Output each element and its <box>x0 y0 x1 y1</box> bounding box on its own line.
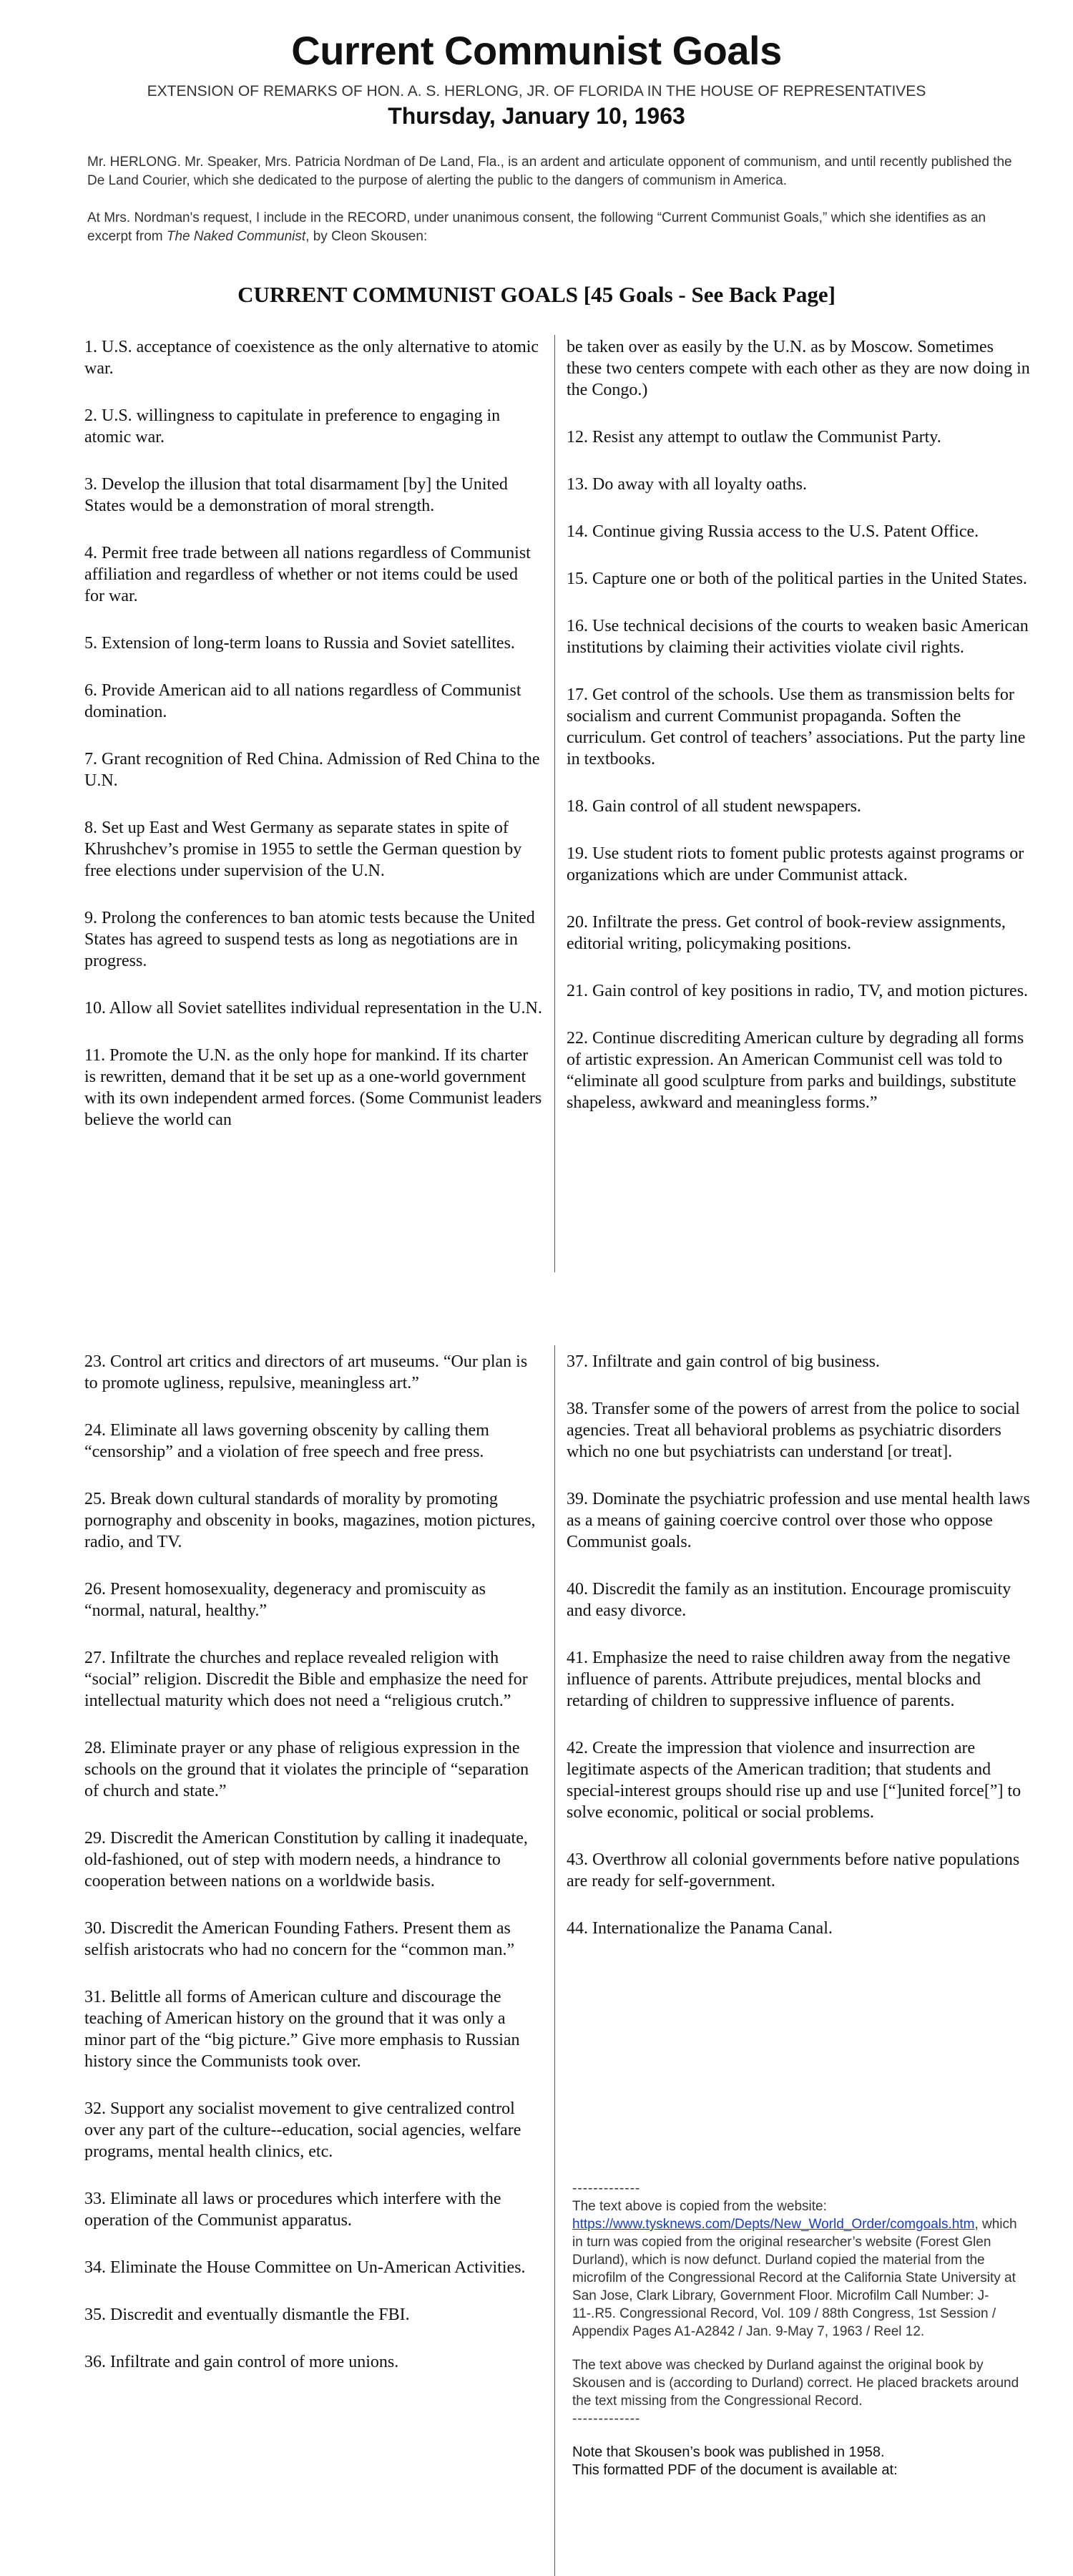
goal-item: 31. Belittle all forms of American culture and discourage the teaching of American history on the ground that it was only a minor part of the “big picture.” Give more emphasis to Russian history since the Communists took over. <box>84 1988 520 2071</box>
goal-item: 30. Discredit the American Founding Fathers. Present them as selfish aristocrats who had no concern for the “common man.” <box>84 1919 515 1959</box>
goals-heading: CURRENT COMMUNIST GOALS [45 Goals - See Back Page] <box>237 282 836 307</box>
goal-item: 43. Overthrow all colonial governments before native populations are ready for self-government. <box>567 1850 1020 1890</box>
goal-item: 4. Permit free trade between all nations regardless of Communist affiliation and regardless of whether or not items could be used for war. <box>84 544 531 605</box>
goal-item: 19. Use student riots to foment public protests against programs or organizations which are under Communist attack. <box>567 844 1024 884</box>
goal-item: 8. Set up East and West Germany as separate states in spite of Khrushchev’s promise in 1955 to settle the German question by free elections under supervision of the U.N. <box>84 819 522 880</box>
goal-item: 23. Control art critics and directors of art museums. “Our plan is to promote ugliness, repulsive, meaningless art.” <box>84 1352 528 1392</box>
page-title: Current Communist Goals <box>291 28 782 73</box>
intro-text-before: At Mrs. Nordman's request, I include in the RECORD, under unanimous consent, the following “Current Communist Goals,” which she identifies as an excerpt from <box>87 210 986 244</box>
goal-item: 33. Eliminate all laws or procedures which interfere with the operation of the Communist apparatus. <box>84 2190 501 2230</box>
source-paragraph <box>572 2197 1030 2341</box>
separator-rule: ------------- <box>572 2181 641 2196</box>
goal-item: 37. Infiltrate and gain control of big business. <box>567 1352 880 1371</box>
checked-text: The text above was checked by Durland against the original book by Skousen and is (according to Durland) correct. He placed brackets around the text missing from the Congressional Record. <box>572 2358 1019 2409</box>
page-subtitle: EXTENSION OF REMARKS OF HON. A. S. HERLONG, JR. OF FLORIDA IN THE HOUSE OF REPRESENTATIVES <box>147 83 926 99</box>
intro-paragraph-2 <box>87 209 1017 246</box>
goal-item: 18. Gain control of all student newspapers. <box>567 797 861 816</box>
pdf-note: This formatted PDF of the document is available at: <box>572 2462 898 2478</box>
goal-item: 1. U.S. acceptance of coexistence as the only alternative to atomic war. <box>84 338 539 378</box>
checked-paragraph <box>572 2356 1030 2428</box>
goal-item: 28. Eliminate prayer or any phase of religious expression in the schools on the ground that it violates the principle of “separation of church and state.” <box>84 1739 529 1800</box>
goal-item: 39. Dominate the psychiatric profession and use mental health laws as a means of gaining coercive control over those who oppose Communist goals. <box>567 1490 1030 1551</box>
source-text-after: , which in turn was copied from the original researcher’s website (Forest Glen Durland), which is now defunct. Durland copied the material from the microfilm of the Congressional Record at the California State University at San Jose, Clark Library, Government Floor. Microfilm Call Number: J-11-.R5. Congressional Record, Vol. 109 / 88th Congress, 1st Session / Appendix Pages A1-A2842 / Jan. 9-May 7, 1963 / Reel 12. <box>572 2217 1017 2339</box>
goal-item: 9. Prolong the conferences to ban atomic tests because the United States has agreed to suspend tests as long as negotiations are in progress. <box>84 909 535 970</box>
intro-paragraph-1: Mr. HERLONG. Mr. Speaker, Mrs. Patricia Nordman of De Land, Fla., is an ardent and articulate opponent of communism, and until recently published the De Land Courier, which she dedicated to the purpose of alerting the public to the dangers of communism in America. <box>87 155 1012 188</box>
goal-item: 36. Infiltrate and gain control of more unions. <box>84 2353 399 2371</box>
goal-item: 13. Do away with all loyalty oaths. <box>567 475 807 494</box>
goal-item: 7. Grant recognition of Red China. Admission of Red China to the U.N. <box>84 750 540 790</box>
goal-item: 14. Continue giving Russia access to the U.S. Patent Office. <box>567 522 979 541</box>
goal-item: 17. Get control of the schools. Use them as transmission belts for socialism and current Communist propaganda. Soften the curriculum. Get control of teachers’ associations. Put the party line in textbooks. <box>567 686 1026 769</box>
goal-item: 41. Emphasize the need to raise children away from the negative influence of parents. Attribute prejudices, mental blocks and retarding of children to suppressive influence of parents. <box>567 1649 1011 1710</box>
goal-item: 34. Eliminate the House Committee on Un-American Activities. <box>84 2258 526 2277</box>
column-divider <box>554 1345 555 2576</box>
goal-item: 10. Allow all Soviet satellites individual representation in the U.N. <box>84 999 542 1018</box>
goal-item: 32. Support any socialist movement to give centralized control over any part of the culture--education, social agencies, welfare programs, mental health clinics, etc. <box>84 2099 521 2161</box>
goal-item: 6. Provide American aid to all nations regardless of Communist domination. <box>84 681 521 721</box>
goal-item: 12. Resist any attempt to outlaw the Communist Party. <box>567 428 941 447</box>
goal-item: 38. Transfer some of the powers of arrest from the police to social agencies. Treat all behavioral problems as psychiatric disorders which no one but psychiatrists can understand [or treat]. <box>567 1400 1020 1461</box>
goal-item: 24. Eliminate all laws governing obscenity by calling them “censorship” and a violation of free speech and free press. <box>84 1421 489 1461</box>
goal-item: 27. Infiltrate the churches and replace revealed religion with “social” religion. Discredit the Bible and emphasize the need for intellectual maturity which does not need a “religious crutch.” <box>84 1649 528 1710</box>
goal-item: 40. Discredit the family as an institution. Encourage promiscuity and easy divorce. <box>567 1580 1011 1620</box>
column-divider <box>554 335 555 1272</box>
source-text-before: The text above is copied from the website: <box>572 2199 827 2214</box>
page-date: Thursday, January 10, 1963 <box>388 103 685 129</box>
goal-item: 44. Internationalize the Panama Canal. <box>567 1919 833 1938</box>
book-title: The Naked Communist <box>166 229 306 244</box>
goal-item: 5. Extension of long-term loans to Russia and Soviet satellites. <box>84 634 515 653</box>
intro-text-after: , by Cleon Skousen: <box>305 229 428 244</box>
published-note: Note that Skousen’s book was published in 1958. <box>572 2444 885 2460</box>
goal-item: 2. U.S. willingness to capitulate in preference to engaging in atomic war. <box>84 406 501 447</box>
goal-item: 16. Use technical decisions of the courts to weaken basic American institutions by claiming their activities violate civil rights. <box>567 617 1029 657</box>
goals-column-1 <box>84 336 542 1156</box>
source-notes <box>572 2180 1030 2479</box>
goal-item: 42. Create the impression that violence and insurrection are legitimate aspects of the American tradition; that students and special-interest groups should rise up and use [“]united force[”] to solve economic, political or social problems. <box>567 1739 1021 1822</box>
goal-item: 29. Discredit the American Constitution by calling it inadequate, old-fashioned, out of step with modern needs, a hindrance to cooperation between nations on a worldwide basis. <box>84 1829 528 1890</box>
goal-item: 11. Promote the U.N. as the only hope for mankind. If its charter is rewritten, demand that it be set up as a one-world government with its own independent armed forces. (Some Communist leaders believe the world can <box>84 1046 542 1129</box>
source-link[interactable]: https://www.tysknews.com/Depts/New_World_Order/comgoals.htm <box>572 2217 975 2232</box>
goal-item: 21. Gain control of key positions in radio, TV, and motion pictures. <box>567 982 1029 1000</box>
goals-column-3 <box>84 1351 542 2399</box>
goals-column-2 <box>567 336 1032 1139</box>
goals-column-4 <box>567 1351 1032 1965</box>
final-note <box>572 2444 1030 2479</box>
goal-item-continuation: be taken over as easily by the U.N. as by Moscow. Sometimes these two centers compete with each other as they are now doing in the Congo.) <box>567 338 1030 399</box>
goal-item: 3. Develop the illusion that total disarmament [by] the United States would be a demonstration of moral strength. <box>84 475 508 515</box>
goal-item: 20. Infiltrate the press. Get control of book-review assignments, editorial writing, policymaking positions. <box>567 913 1006 953</box>
goal-item: 26. Present homosexuality, degeneracy and promiscuity as “normal, natural, healthy.” <box>84 1580 486 1620</box>
goal-item: 15. Capture one or both of the political parties in the United States. <box>567 570 1027 588</box>
goal-item: 22. Continue discrediting American culture by degrading all forms of artistic expression. An American Communist cell was told to “eliminate all good sculpture from parks and buildings, substitute shapeless, awkward and meaningless forms.” <box>567 1029 1024 1112</box>
separator-rule: ------------- <box>572 2411 641 2426</box>
goal-item: 35. Discredit and eventually dismantle the FBI. <box>84 2306 410 2324</box>
goal-item: 25. Break down cultural standards of morality by promoting pornography and obscenity in books, magazines, motion pictures, radio, and TV. <box>84 1490 536 1551</box>
